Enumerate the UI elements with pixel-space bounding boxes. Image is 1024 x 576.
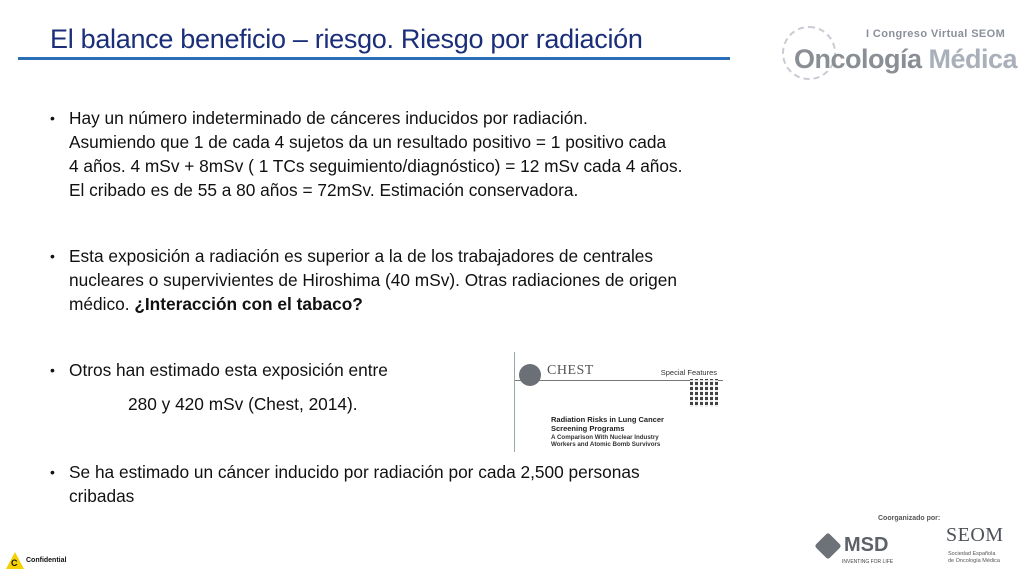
bullet-line: Hay un número indeterminado de cánceres inducidos por radiación.: [69, 108, 588, 128]
seom-name: SEOM: [946, 524, 1004, 546]
article-title-line: Radiation Risks in Lung Cancer: [551, 415, 664, 424]
bullet-line: El cribado es de 55 a 80 años = 72mSv. Estimación conservadora.: [69, 180, 579, 200]
bullet-dot-icon: •: [50, 362, 55, 378]
bullet-bold-question: ¿Interacción con el tabaco?: [134, 294, 363, 314]
bullet-plain-text: médico.: [69, 294, 135, 314]
journal-section: Special Features: [660, 368, 717, 377]
seom-subtitle-line: Sociedad Española: [948, 551, 996, 557]
congress-logo: [780, 16, 1018, 88]
article-subtitle-line: A Comparison With Nuclear Industry: [551, 434, 659, 441]
journal-name: CHEST: [547, 363, 594, 378]
article-subtitle-line: Workers and Atomic Bomb Survivors: [551, 441, 661, 448]
article-title: [551, 415, 664, 433]
confidential-label: Confidential: [26, 557, 67, 564]
bullet-line: nucleares o supervivientes de Hiroshima (40 mSv). Otras radiaciones de origen: [69, 270, 678, 290]
chest-article-thumbnail: [514, 352, 725, 452]
bullet-dot-icon: •: [50, 464, 55, 480]
msd-name: MSD: [844, 534, 889, 556]
article-title-line: Screening Programs: [551, 424, 625, 433]
slide-title: El balance beneficio – riesgo. Riesgo por radiación: [50, 24, 643, 54]
journal-seal-icon: [519, 364, 541, 386]
confidential-mark: C: [11, 558, 18, 568]
msd-logo: [816, 530, 906, 570]
article-subtitle: [551, 434, 660, 448]
bullet-line: Otros han estimado esta exposición entre: [69, 360, 388, 380]
congress-name-part1: Oncología: [794, 44, 922, 74]
bullet-line: Se ha estimado un cáncer inducido por radiación por cada 2,500 personas: [69, 462, 640, 482]
bullet-text: [69, 244, 769, 316]
seom-subtitle-line: de Oncología Médica: [948, 558, 1000, 564]
seom-logo: [944, 524, 1014, 574]
coorganized-label: Coorganizado por:: [878, 515, 941, 522]
bullet-dot-icon: •: [50, 248, 55, 264]
bullet-line: Esta exposición a radiación es superior a la de los trabajadores de centrales: [69, 246, 654, 266]
bullet-line: cribadas: [69, 486, 135, 506]
msd-mark-icon: [814, 532, 841, 559]
bullet-text: [69, 106, 769, 202]
msd-tagline: INVENTING FOR LIFE: [842, 559, 894, 565]
bullet-line: [69, 292, 769, 316]
congress-superscript: I Congreso Virtual SEOM: [866, 28, 1006, 40]
bullet-line: 4 años. 4 mSv + 8mSv ( 1 TCs seguimiento/diagnóstico) = 12 mSv cada 4 años.: [69, 156, 683, 176]
bullet-indented-line: 280 y 420 mSv (Chest, 2014).: [128, 394, 358, 414]
bullet-dot-icon: •: [50, 110, 55, 126]
bullet-line: Asumiendo que 1 de cada 4 sujetos da un resultado positivo = 1 positivo cada: [69, 132, 667, 152]
journal-header: [515, 360, 723, 381]
title-underline: [18, 57, 730, 60]
congress-name: [794, 44, 1017, 75]
qr-code-icon: [690, 379, 718, 407]
congress-name-part2: Médica: [921, 44, 1018, 74]
bullet-text: [69, 460, 769, 508]
seom-subtitle: [948, 551, 1000, 565]
